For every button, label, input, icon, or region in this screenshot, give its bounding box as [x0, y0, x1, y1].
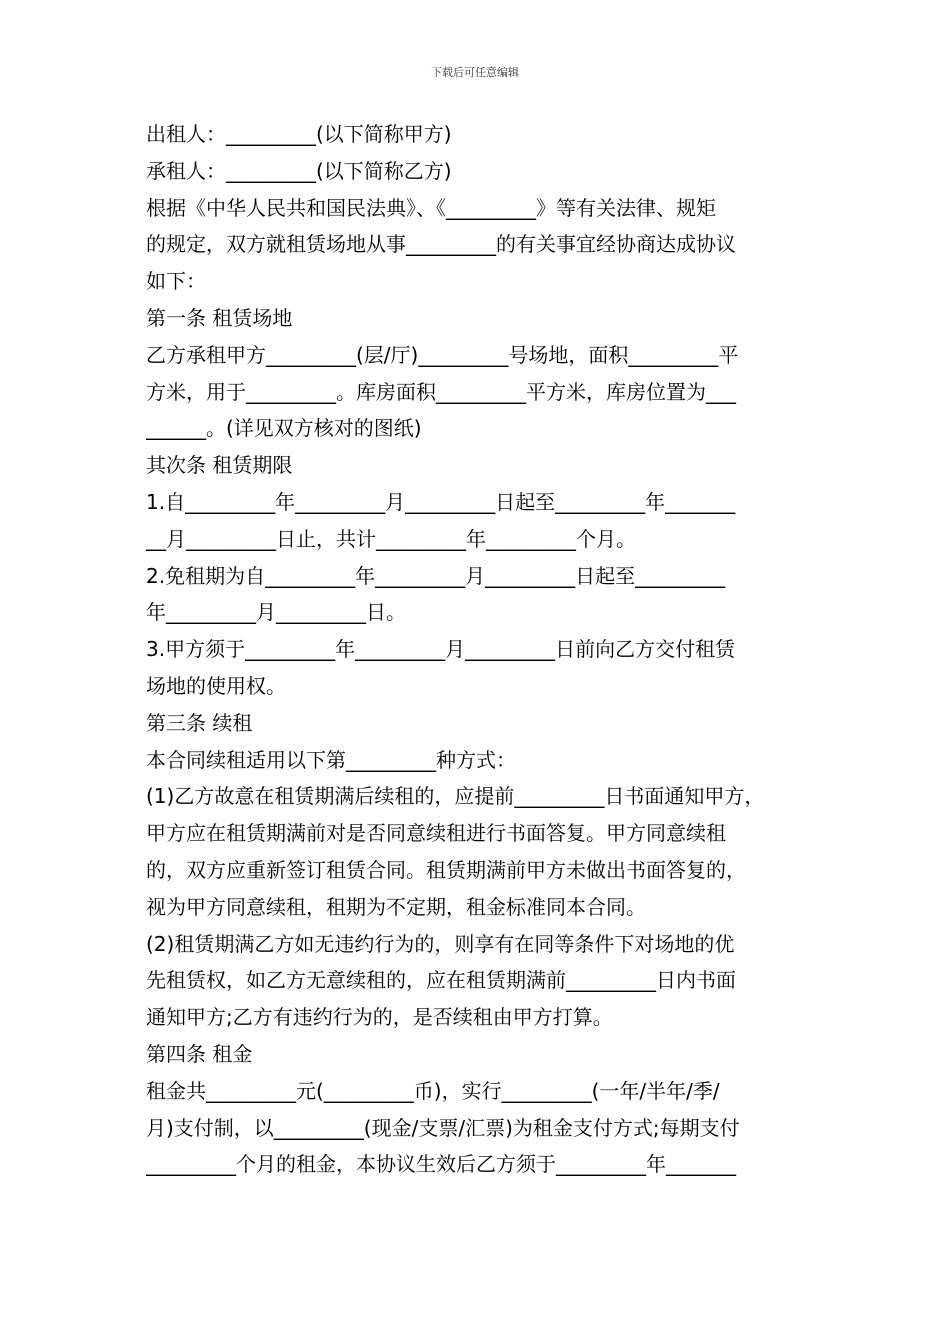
section-heading: 第四条 租金 — [146, 1041, 253, 1066]
text-line: 方米，用于_________。库房面积_________平方米，库房位置为___ — [146, 379, 736, 404]
section-heading: 第一条 租赁场地 — [146, 305, 293, 330]
text-line: 2.免租期为自_________年_________月_________日起至_________ — [146, 563, 726, 588]
text-line: 通知甲方;乙方有违约行为的，是否续租由甲方打算。 — [146, 1005, 613, 1030]
document-body — [146, 116, 811, 1183]
text-line: 如下： — [146, 269, 206, 294]
text-line: (2)租赁期满乙方如无违约行为的，则享有在同等条件下对场地的优 — [146, 931, 735, 956]
text-line: 年_________月_________日。 — [146, 600, 406, 625]
text-line: 视为甲方同意续租，租期为不定期，租金标准同本合同。 — [146, 894, 646, 919]
section-heading: 其次条 租赁期限 — [146, 453, 293, 478]
section-heading: 第三条 续租 — [146, 710, 253, 735]
text-line: 的规定，双方就租赁场地从事_________的有关事宜经协商达成协议 — [146, 232, 736, 257]
text-line: 出租人：_________(以下简称甲方) — [146, 122, 452, 146]
text-line: _________个月的租金，本协议生效后乙方须于_________年_______ — [146, 1152, 736, 1177]
text-line: 先租赁权，如乙方无意续租的，应在租赁期满前_________日内书面 — [146, 968, 736, 993]
text-line: 场地的使用权。 — [146, 673, 286, 698]
text-line: 3.甲方须于_________年_________月_________日前向乙方交付租赁 — [146, 637, 736, 662]
page-header: 下载后可任意编辑 — [431, 66, 519, 79]
text-line: 1.自_________年_________月_________日起至_________年_______ — [146, 489, 736, 514]
text-line: __月_________日止，共计_________年_________个月。 — [146, 526, 636, 551]
text-line: (1)乙方故意在租赁期满后续租的，应提前_________日书面通知甲方， — [146, 784, 765, 809]
text-line: ______。(详见双方核对的图纸) — [146, 416, 422, 441]
text-line: 的，双方应重新签订租赁合同。租赁期满前甲方未做出书面答复的， — [146, 857, 746, 882]
text-line: 租金共_________元(_________币)，实行_________(一年/半年/季/ — [146, 1078, 720, 1103]
text-line: 根据《中华人民共和国民法典》、《_________》等有关法律、规矩 — [146, 195, 716, 220]
text-line: 甲方应在租赁期满前对是否同意续租进行书面答复。甲方同意续租 — [146, 821, 726, 846]
text-line: 承租人：_________(以下简称乙方) — [146, 158, 452, 183]
text-line: 月)支付制，以_________(现金/支票/汇票)为租金支付方式;每期支付 — [146, 1115, 740, 1140]
text-line: 本合同续租适用以下第_________种方式： — [146, 747, 516, 772]
text-line: 乙方承租甲方_________(层/厅)_________号场地，面积_________平 — [146, 342, 739, 367]
